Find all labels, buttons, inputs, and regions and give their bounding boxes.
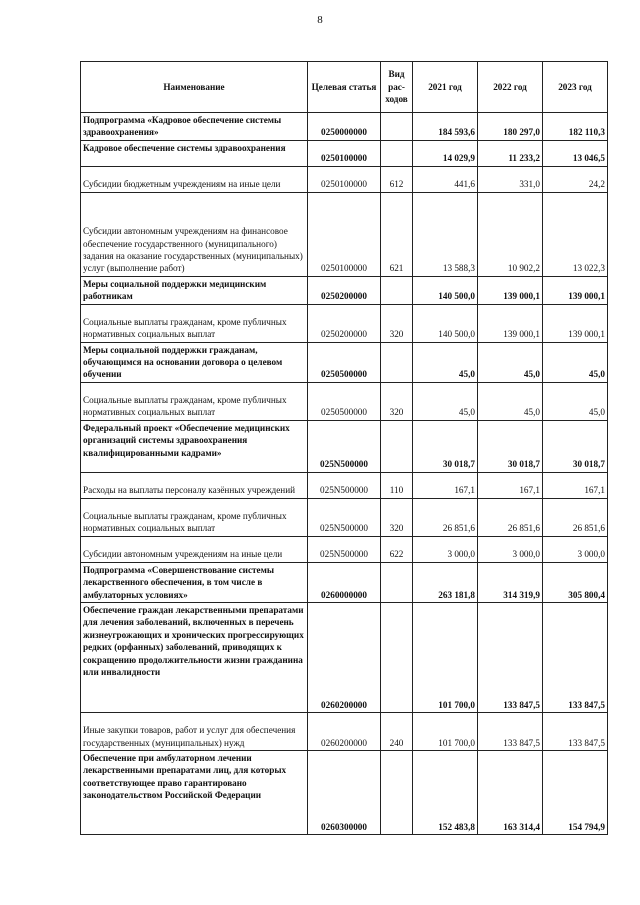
row-name: Обеспечение при амбулаторном лечении лекарственными препаратами лиц, для которых соответствующее право гарантировано законодательством Российской Федерации <box>81 751 308 835</box>
row-name: Меры социальной поддержки медицинским работникам <box>81 276 308 304</box>
row-value-2022: 45,0 <box>478 342 543 382</box>
row-value-2023: 3 000,0 <box>543 536 608 562</box>
row-code: 0250100000 <box>308 140 381 166</box>
row-name: Подпрограмма «Совершенствование системы лекарственного обеспечения, в том числе в амбулаторных условиях» <box>81 562 308 602</box>
row-value-2021: 101 700,0 <box>413 713 478 751</box>
table-row <box>81 420 608 472</box>
row-name: Социальные выплаты гражданам, кроме публичных нормативных социальных выплат <box>81 498 308 536</box>
row-value-2021: 140 500,0 <box>413 304 478 342</box>
row-expense-type: 612 <box>381 166 413 192</box>
table-row <box>81 498 608 536</box>
row-value-2022: 3 000,0 <box>478 536 543 562</box>
table-row <box>81 472 608 498</box>
row-value-2021: 14 029,9 <box>413 140 478 166</box>
row-name: Подпрограмма «Кадровое обеспечение системы здравоохранения» <box>81 113 308 141</box>
table-row <box>81 276 608 304</box>
row-value-2023: 133 847,5 <box>543 603 608 713</box>
row-value-2023: 45,0 <box>543 342 608 382</box>
row-expense-type <box>381 562 413 602</box>
row-expense-type <box>381 751 413 835</box>
table-row <box>81 166 608 192</box>
row-value-2021: 30 018,7 <box>413 420 478 472</box>
row-value-2023: 30 018,7 <box>543 420 608 472</box>
row-value-2022: 314 319,9 <box>478 562 543 602</box>
row-value-2022: 167,1 <box>478 472 543 498</box>
row-value-2022: 163 314,4 <box>478 751 543 835</box>
row-value-2022: 139 000,1 <box>478 304 543 342</box>
row-value-2022: 26 851,6 <box>478 498 543 536</box>
row-name: Иные закупки товаров, работ и услуг для обеспечения государственных (муниципальных) нужд <box>81 713 308 751</box>
row-expense-type: 110 <box>381 472 413 498</box>
row-value-2023: 167,1 <box>543 472 608 498</box>
row-code: 025N500000 <box>308 472 381 498</box>
row-expense-type <box>381 113 413 141</box>
row-value-2023: 182 110,3 <box>543 113 608 141</box>
row-expense-type: 320 <box>381 382 413 420</box>
row-value-2021: 45,0 <box>413 342 478 382</box>
row-code: 0250200000 <box>308 304 381 342</box>
row-code: 0250500000 <box>308 382 381 420</box>
row-value-2021: 152 483,8 <box>413 751 478 835</box>
budget-table <box>80 61 608 835</box>
row-value-2023: 154 794,9 <box>543 751 608 835</box>
row-code: 0260300000 <box>308 751 381 835</box>
row-code: 025N500000 <box>308 498 381 536</box>
row-name: Субсидии автономным учреждениям на финансовое обеспечение государственного (муниципального) задания на оказание государственных (муниципальных) услуг (выполнение работ) <box>81 192 308 276</box>
row-value-2022: 180 297,0 <box>478 113 543 141</box>
header-2021: 2021 год <box>413 62 478 113</box>
header-type: Вид рас-ходов <box>381 62 413 113</box>
table-row <box>81 342 608 382</box>
row-value-2023: 13 022,3 <box>543 192 608 276</box>
row-value-2021: 101 700,0 <box>413 603 478 713</box>
row-value-2022: 10 902,2 <box>478 192 543 276</box>
row-value-2023: 305 800,4 <box>543 562 608 602</box>
row-value-2022: 45,0 <box>478 382 543 420</box>
row-expense-type <box>381 140 413 166</box>
row-value-2021: 263 181,8 <box>413 562 478 602</box>
row-expense-type: 320 <box>381 498 413 536</box>
row-code: 025N500000 <box>308 420 381 472</box>
row-value-2021: 26 851,6 <box>413 498 478 536</box>
row-value-2023: 133 847,5 <box>543 713 608 751</box>
row-name: Расходы на выплаты персоналу казённых учреждений <box>81 472 308 498</box>
row-value-2021: 184 593,6 <box>413 113 478 141</box>
row-value-2021: 3 000,0 <box>413 536 478 562</box>
row-value-2023: 139 000,1 <box>543 276 608 304</box>
table-row <box>81 536 608 562</box>
row-value-2023: 24,2 <box>543 166 608 192</box>
row-name: Меры социальной поддержки гражданам, обучающимся на основании договора о целевом обучении <box>81 342 308 382</box>
row-expense-type <box>381 276 413 304</box>
row-expense-type: 320 <box>381 304 413 342</box>
row-name: Социальные выплаты гражданам, кроме публичных нормативных социальных выплат <box>81 304 308 342</box>
row-value-2022: 30 018,7 <box>478 420 543 472</box>
table-row <box>81 603 608 713</box>
row-expense-type <box>381 603 413 713</box>
row-value-2021: 45,0 <box>413 382 478 420</box>
row-expense-type: 240 <box>381 713 413 751</box>
header-2022: 2022 год <box>478 62 543 113</box>
row-code: 025N500000 <box>308 536 381 562</box>
row-name: Субсидии автономным учреждениям на иные цели <box>81 536 308 562</box>
table-row <box>81 713 608 751</box>
row-value-2021: 13 588,3 <box>413 192 478 276</box>
row-expense-type <box>381 342 413 382</box>
table-row <box>81 113 608 141</box>
row-name: Субсидии бюджетным учреждениям на иные цели <box>81 166 308 192</box>
row-code: 0250200000 <box>308 276 381 304</box>
row-code: 0250500000 <box>308 342 381 382</box>
row-expense-type: 621 <box>381 192 413 276</box>
row-code: 0250000000 <box>308 113 381 141</box>
row-expense-type: 622 <box>381 536 413 562</box>
row-value-2022: 331,0 <box>478 166 543 192</box>
row-value-2021: 441,6 <box>413 166 478 192</box>
row-code: 0260000000 <box>308 562 381 602</box>
row-name: Федеральный проект «Обеспечение медицинских организаций системы здравоохранения квалифицированными кадрами» <box>81 420 308 472</box>
row-value-2023: 45,0 <box>543 382 608 420</box>
table-row <box>81 562 608 602</box>
row-value-2023: 139 000,1 <box>543 304 608 342</box>
table-row <box>81 751 608 835</box>
row-name: Кадровое обеспечение системы здравоохранения <box>81 140 308 166</box>
row-value-2022: 133 847,5 <box>478 713 543 751</box>
header-name: Наименование <box>81 62 308 113</box>
row-value-2023: 26 851,6 <box>543 498 608 536</box>
row-value-2022: 11 233,2 <box>478 140 543 166</box>
row-value-2021: 140 500,0 <box>413 276 478 304</box>
row-code: 0250100000 <box>308 192 381 276</box>
row-code: 0260200000 <box>308 713 381 751</box>
page-number: 8 <box>317 14 323 26</box>
header-2023: 2023 год <box>543 62 608 113</box>
row-code: 0260200000 <box>308 603 381 713</box>
row-value-2022: 139 000,1 <box>478 276 543 304</box>
table-header-row <box>81 62 608 113</box>
table-row <box>81 192 608 276</box>
row-expense-type <box>381 420 413 472</box>
row-name: Социальные выплаты гражданам, кроме публичных нормативных социальных выплат <box>81 382 308 420</box>
header-code: Целевая статья <box>308 62 381 113</box>
row-value-2023: 13 046,5 <box>543 140 608 166</box>
row-value-2021: 167,1 <box>413 472 478 498</box>
table-row <box>81 304 608 342</box>
table-row <box>81 140 608 166</box>
row-value-2022: 133 847,5 <box>478 603 543 713</box>
row-code: 0250100000 <box>308 166 381 192</box>
table-row <box>81 382 608 420</box>
row-name: Обеспечение граждан лекарственными препаратами для лечения заболеваний, включенных в перечень жизнеугрожающих и хронических прогрессирующих редких (орфанных) заболеваний, приводящих к сокращению продолжительности жизни гражданина или инвалидности <box>81 603 308 713</box>
